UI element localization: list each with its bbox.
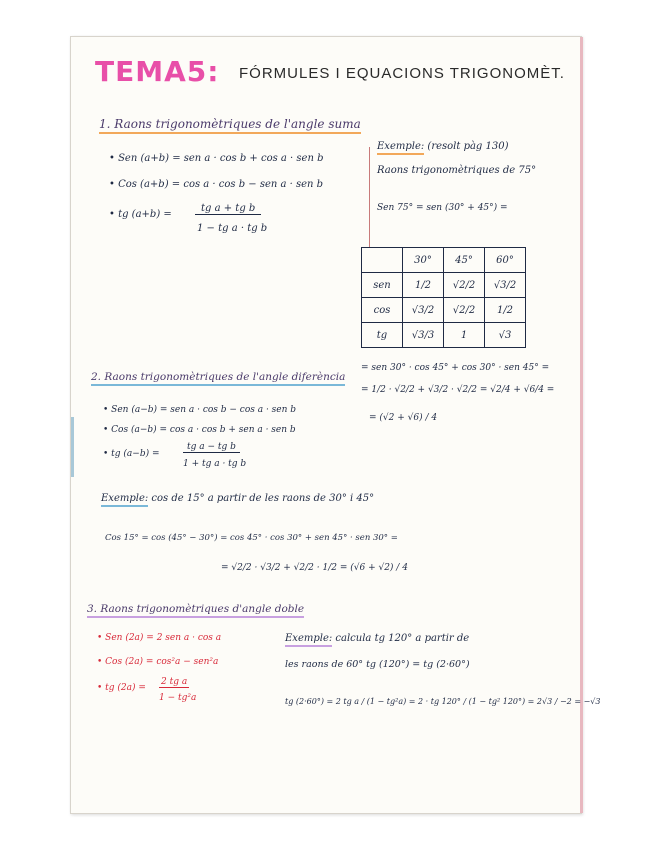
table-header-row — [362, 248, 526, 273]
s1-formula-tg-label: • tg (a+b) = — [109, 209, 172, 220]
table-cell: √3/2 — [403, 298, 444, 323]
table-row — [362, 323, 526, 348]
s3-example-calc: tg (2·60°) = 2 tg a / (1 − tg²a) = 2 · tg 120° / (1 − tg² 120°) = 2√3 / −2 = −√3 — [285, 697, 601, 706]
table-cell: √3/3 — [403, 323, 444, 348]
section3-heading-text: 3. Raons trigonomètriques d'angle doble — [87, 603, 304, 618]
s3-formula-tg-den: 1 − tg²a — [159, 693, 197, 703]
s1-example-label: Exemple: — [377, 141, 424, 155]
title-tema: TEMA5: — [95, 55, 220, 88]
s2-calc2: = 1/2 · √2/2 + √3/2 · √2/2 = √2/4 + √6/4 = — [361, 385, 555, 395]
s3-example-text2: les raons de 60° tg (120°) = tg (2·60°) — [285, 659, 470, 670]
table-cell: 60° — [485, 248, 526, 273]
s2-example-calc1: Cos 15° = cos (45° − 30°) = cos 45° · cos 30° + sen 45° · sen 30° = — [105, 533, 398, 543]
trig-values-table — [361, 247, 526, 348]
table-cell: √2/2 — [444, 298, 485, 323]
s3-formula-cos: • Cos (2a) = cos²a − sen²a — [97, 657, 219, 667]
table-cell: sen — [362, 273, 403, 298]
table-cell: √2/2 — [444, 273, 485, 298]
s2-example-text: cos de 15° a partir de les raons de 30° i 45° — [151, 493, 375, 504]
s2-calc3: = (√2 + √6) / 4 — [369, 413, 438, 423]
s3-example-label: Exemple: — [285, 633, 332, 647]
s2-formula-tg-den: 1 + tg a · tg b — [183, 459, 247, 469]
table-cell: tg — [362, 323, 403, 348]
s1-formula-tg-num: tg a + tg b — [195, 203, 261, 215]
s1-formula-cos: • Cos (a+b) = cos a · cos b − sen a · sen b — [109, 179, 324, 190]
s3-formula-sen: • Sen (2a) = 2 sen a · cos a — [97, 633, 222, 643]
s2-formula-tg-label: • tg (a−b) = — [103, 449, 160, 459]
s2-formula-sen: • Sen (a−b) = sen a · cos b − cos a · sen b — [103, 405, 297, 415]
title-subtitle: FÓRMULES I EQUACIONS TRIGONOMÈT. — [239, 65, 565, 82]
table-cell — [362, 248, 403, 273]
table-row — [362, 273, 526, 298]
s2-formula-tg-num: tg a − tg b — [183, 442, 240, 453]
s1-example-line1: Raons trigonomètriques de 75° — [377, 165, 537, 176]
section1-heading — [99, 117, 361, 131]
s1-example-ref: (resolt pàg 130) — [427, 141, 509, 152]
s3-example-text1: calcula tg 120° a partir de — [335, 633, 470, 644]
table-row — [362, 298, 526, 323]
s2-calc1: = sen 30° · cos 45° + cos 30° · sen 45° = — [361, 363, 550, 373]
page-edge-left — [71, 417, 74, 477]
section2-heading — [91, 371, 345, 383]
section3-heading — [87, 603, 304, 615]
s3-example — [285, 633, 469, 644]
table-cell: 1/2 — [485, 298, 526, 323]
table-cell: 45° — [444, 248, 485, 273]
divider-line — [369, 147, 370, 247]
s1-formula-sen: • Sen (a+b) = sen a · cos b + cos a · sen b — [109, 153, 324, 164]
s1-example — [377, 141, 509, 152]
table-cell: √3 — [485, 323, 526, 348]
s3-formula-tg-num: 2 tg a — [161, 677, 188, 687]
section1-heading-text: 1. Raons trigonomètriques de l'angle suma — [99, 117, 361, 134]
table-cell: 1/2 — [403, 273, 444, 298]
s2-example — [101, 493, 374, 504]
table-cell: 30° — [403, 248, 444, 273]
s1-example-line2: Sen 75° = sen (30° + 45°) = — [377, 203, 508, 213]
table-cell: cos — [362, 298, 403, 323]
table-cell: √3/2 — [485, 273, 526, 298]
notebook-page — [70, 36, 601, 814]
s2-example-calc2: = √2/2 · √3/2 + √2/2 · 1/2 = (√6 + √2) / 4 — [221, 563, 408, 573]
s2-formula-cos: • Cos (a−b) = cos a · cos b + sen a · sen b — [103, 425, 296, 435]
section2-heading-text: 2. Raons trigonomètriques de l'angle diferència — [91, 371, 345, 386]
s1-formula-tg-den: 1 − tg a · tg b — [197, 223, 268, 234]
table-cell: 1 — [444, 323, 485, 348]
s2-example-label: Exemple: — [101, 493, 148, 507]
s3-formula-tg-label: • tg (2a) = — [97, 683, 146, 693]
